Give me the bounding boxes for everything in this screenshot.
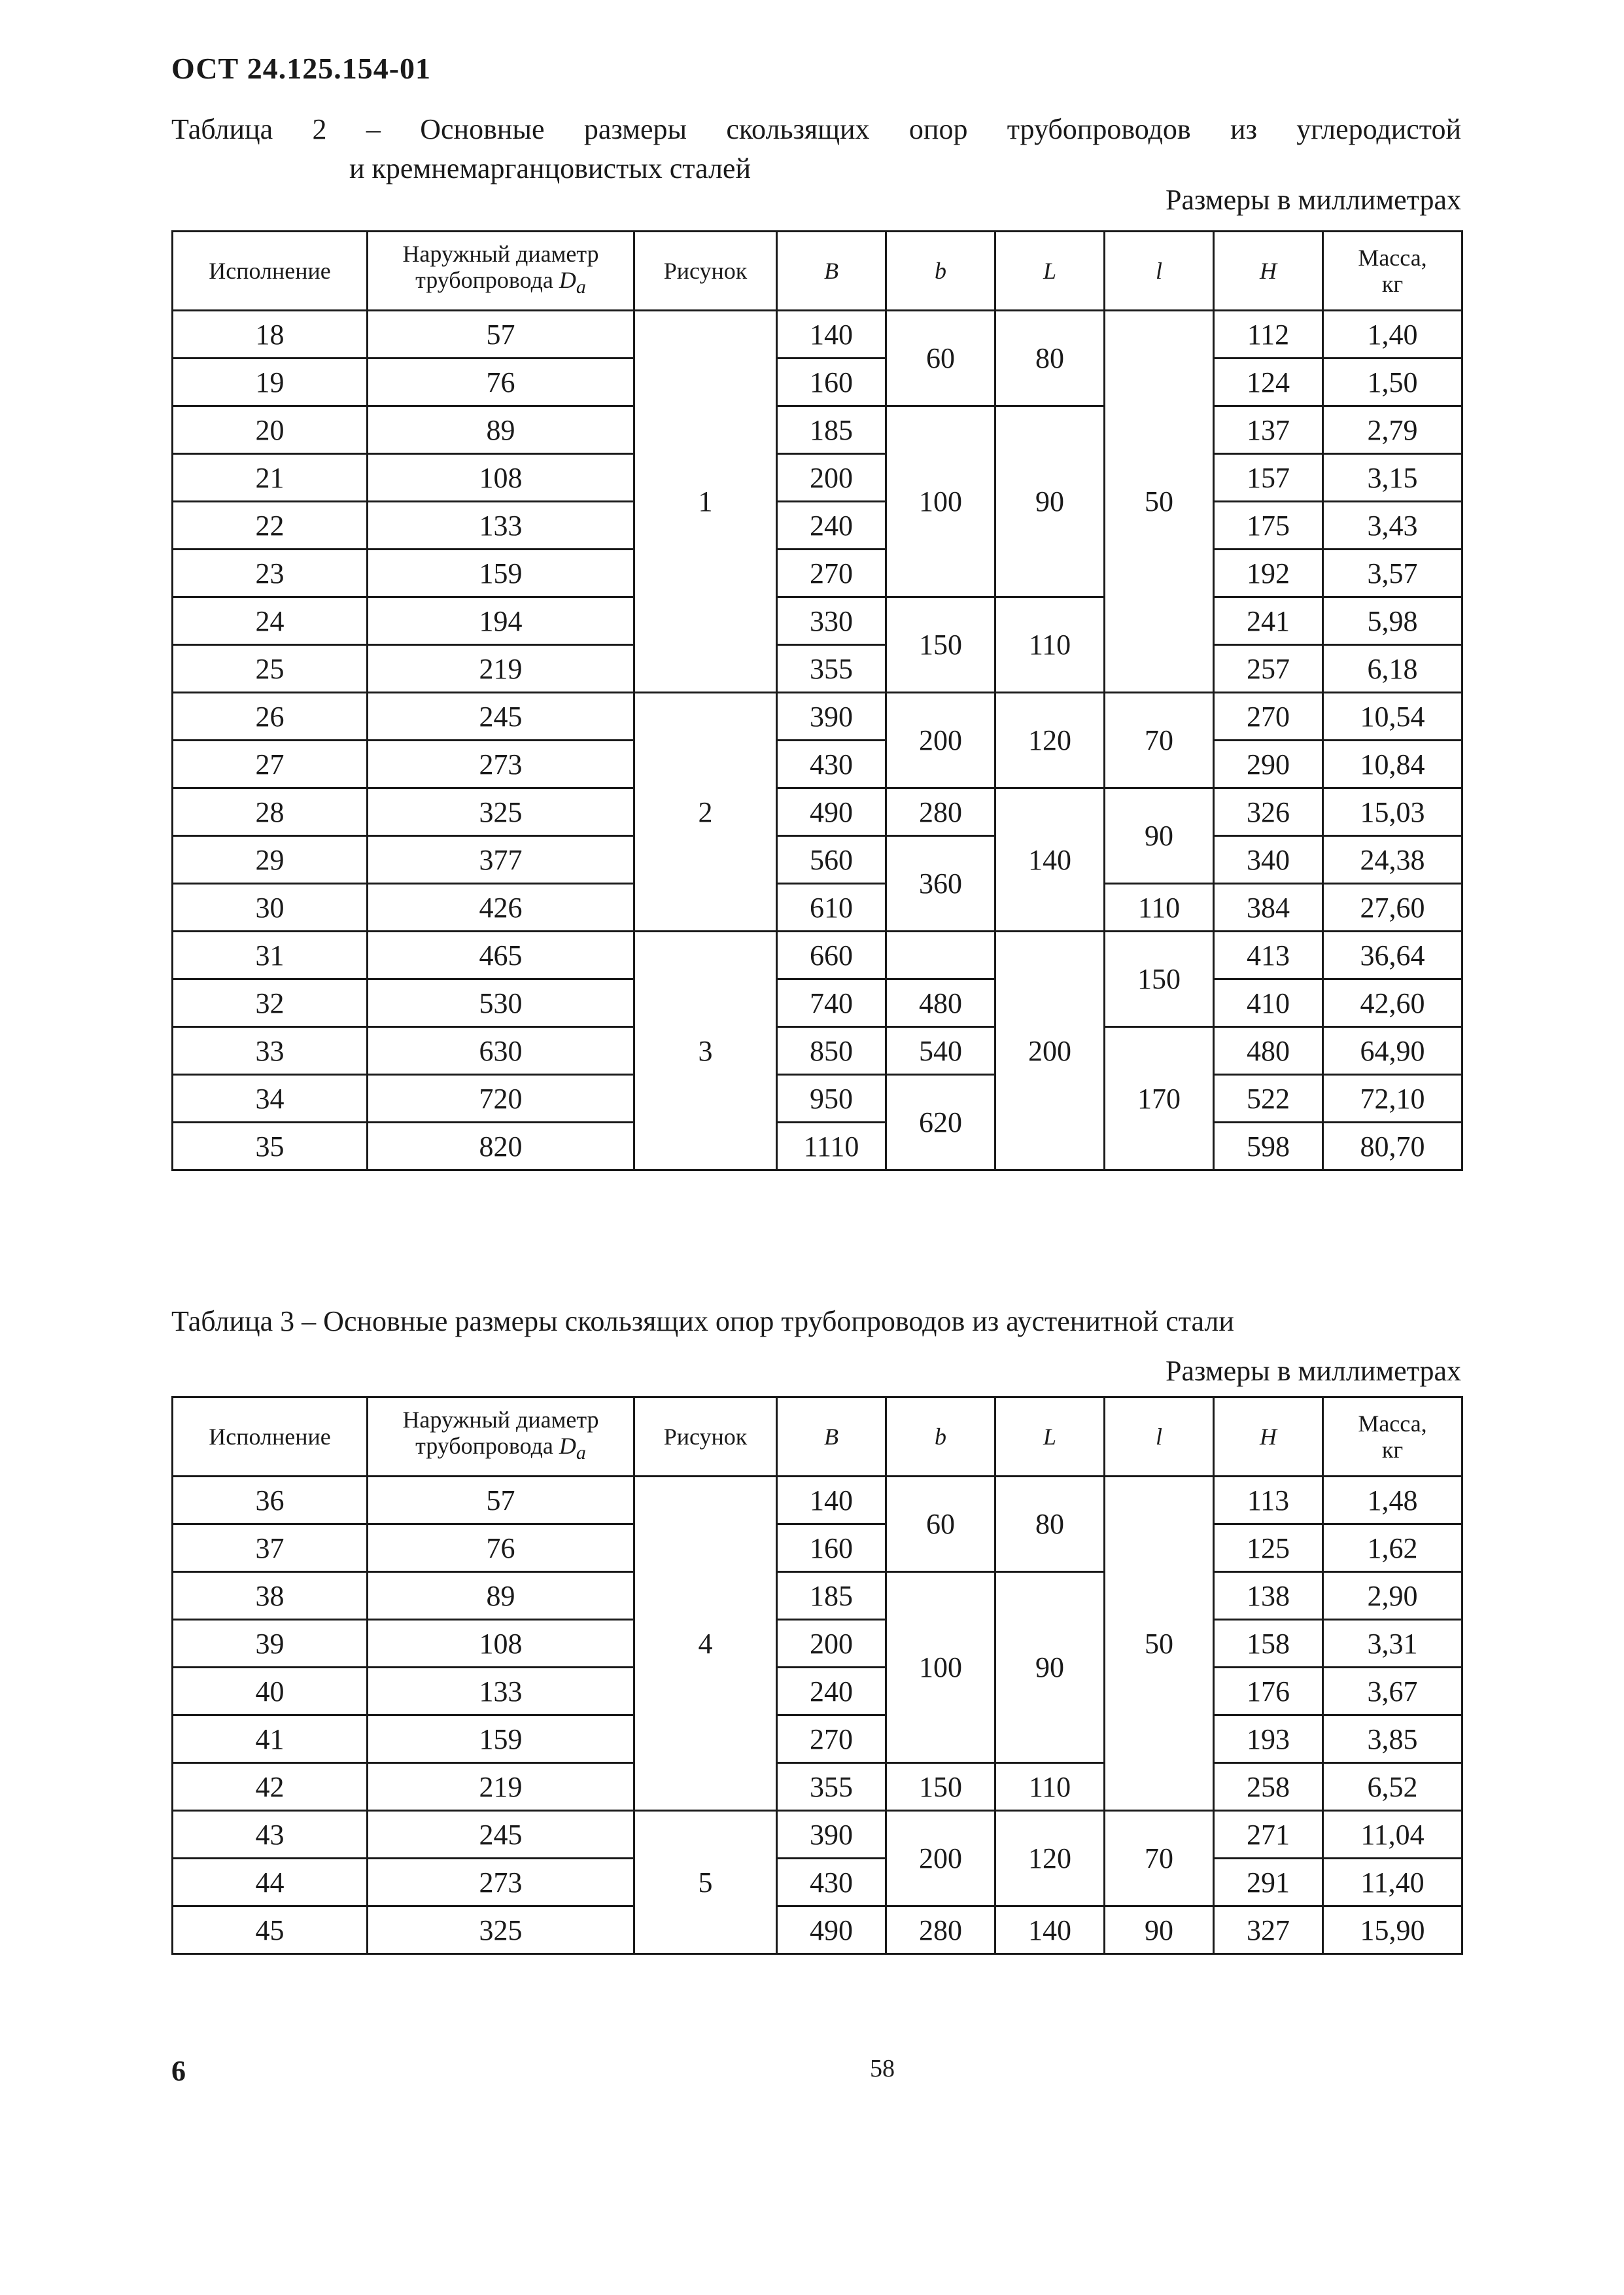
document-code: ОСТ 24.125.154-01 [171, 52, 432, 85]
table-cell: 140 [777, 1477, 886, 1524]
header-L: L [995, 232, 1105, 311]
table-cell: 100 [886, 406, 995, 597]
table2 [171, 230, 1463, 1171]
table-cell: 20 [173, 406, 368, 454]
header-b: b [886, 1397, 995, 1477]
table-row [173, 836, 1462, 884]
table-row [173, 741, 1462, 788]
table-cell: 24,38 [1323, 836, 1462, 884]
header-B: B [777, 232, 886, 311]
table-cell: 140 [995, 788, 1105, 932]
table-cell: 28 [173, 788, 368, 836]
table-row [173, 1763, 1462, 1811]
table-cell: 280 [886, 1906, 995, 1954]
table-cell: 64,90 [1323, 1027, 1462, 1075]
table-cell: 80 [995, 1477, 1105, 1572]
table-cell: 31 [173, 932, 368, 979]
table-cell: 110 [995, 1763, 1105, 1811]
table-cell: 430 [777, 741, 886, 788]
table-cell: 720 [368, 1075, 634, 1123]
table-cell: 280 [886, 788, 995, 836]
table-cell: 3,43 [1323, 502, 1462, 550]
header-mass: Масса, кг [1323, 1397, 1462, 1477]
table-row [173, 884, 1462, 932]
table-cell: 140 [995, 1906, 1105, 1954]
table-cell: 10,84 [1323, 741, 1462, 788]
table-cell: 270 [777, 1715, 886, 1763]
table-cell: 245 [368, 693, 634, 741]
table-cell: 89 [368, 406, 634, 454]
table-cell: 108 [368, 454, 634, 502]
table-cell: 241 [1214, 597, 1323, 645]
table-cell: 530 [368, 979, 634, 1027]
table-cell: 413 [1214, 932, 1323, 979]
table-row [173, 454, 1462, 502]
table2-units: Размеры в миллиметрах [1166, 184, 1461, 216]
table-cell: 34 [173, 1075, 368, 1123]
figure-cell: 3 [634, 932, 777, 1170]
table-cell: 29 [173, 836, 368, 884]
table-cell: 108 [368, 1620, 634, 1668]
table-cell: 36,64 [1323, 932, 1462, 979]
table-cell: 125 [1214, 1524, 1323, 1572]
header-figure: Рисунок [634, 1397, 777, 1477]
table-cell: 258 [1214, 1763, 1323, 1811]
figure-cell: 5 [634, 1811, 777, 1954]
table3-units: Размеры в миллиметрах [1166, 1355, 1461, 1387]
table-row [173, 406, 1462, 454]
table-cell: 3,57 [1323, 550, 1462, 597]
table-cell: 327 [1214, 1906, 1323, 1954]
table-cell: 271 [1214, 1811, 1323, 1859]
table-cell: 110 [1105, 884, 1214, 932]
table-row [173, 693, 1462, 741]
table-cell: 176 [1214, 1668, 1323, 1715]
table-cell: 330 [777, 597, 886, 645]
table-cell: 3,67 [1323, 1668, 1462, 1715]
table-cell: 200 [777, 454, 886, 502]
table-cell: 610 [777, 884, 886, 932]
table-cell: 740 [777, 979, 886, 1027]
table-cell: 19 [173, 359, 368, 406]
table-cell: 10,54 [1323, 693, 1462, 741]
table-cell: 45 [173, 1906, 368, 1954]
table-cell: 110 [995, 597, 1105, 693]
table-cell: 2,90 [1323, 1572, 1462, 1620]
table-cell: 76 [368, 359, 634, 406]
table-cell: 11,40 [1323, 1859, 1462, 1906]
table-row [173, 1123, 1462, 1170]
table-cell: 112 [1214, 311, 1323, 359]
table-cell: 89 [368, 1572, 634, 1620]
table-cell: 158 [1214, 1620, 1323, 1668]
table-cell: 194 [368, 597, 634, 645]
table-cell: 1,48 [1323, 1477, 1462, 1524]
table-cell: 193 [1214, 1715, 1323, 1763]
table-cell: 522 [1214, 1075, 1323, 1123]
header-L: L [995, 1397, 1105, 1477]
table-cell: 11,04 [1323, 1811, 1462, 1859]
table2-header-row [173, 232, 1462, 311]
table-cell: 598 [1214, 1123, 1323, 1170]
table-cell: 245 [368, 1811, 634, 1859]
header-H: H [1214, 232, 1323, 311]
table-cell: 200 [886, 1811, 995, 1906]
table-cell: 25 [173, 645, 368, 693]
table-cell: 426 [368, 884, 634, 932]
table-cell: 137 [1214, 406, 1323, 454]
table-row [173, 1811, 1462, 1859]
table-cell: 140 [777, 311, 886, 359]
header-l: l [1105, 232, 1214, 311]
table-cell: 291 [1214, 1859, 1323, 1906]
table-cell: 60 [886, 311, 995, 406]
table-row [173, 1477, 1462, 1524]
table-row [173, 1715, 1462, 1763]
table-cell: 150 [886, 597, 995, 693]
header-figure: Рисунок [634, 232, 777, 311]
header-diameter: Наружный диаметр трубопровода $D_a$ [368, 232, 634, 311]
table-row [173, 1620, 1462, 1668]
table2-caption-line2: и кремнемарганцовистых сталей [349, 152, 752, 184]
table-cell: 257 [1214, 645, 1323, 693]
table-cell: 80,70 [1323, 1123, 1462, 1170]
table-cell: 24 [173, 597, 368, 645]
table-cell: 270 [1214, 693, 1323, 741]
table-cell: 133 [368, 1668, 634, 1715]
table-cell: 41 [173, 1715, 368, 1763]
table-cell: 3,85 [1323, 1715, 1462, 1763]
table3-caption: Таблица 3 – Основные размеры скользящих опор трубопроводов из аустенитной стали [171, 1305, 1234, 1337]
table-cell: 6,18 [1323, 645, 1462, 693]
table-cell: 355 [777, 645, 886, 693]
table-cell: 50 [1105, 1477, 1214, 1811]
table-cell: 38 [173, 1572, 368, 1620]
table-row [173, 645, 1462, 693]
table-cell: 240 [777, 1668, 886, 1715]
header-b: b [886, 232, 995, 311]
table-cell: 850 [777, 1027, 886, 1075]
table-cell: 159 [368, 1715, 634, 1763]
table-row [173, 1906, 1462, 1954]
table-cell: 200 [777, 1620, 886, 1668]
table-row [173, 788, 1462, 836]
figure-cell: 4 [634, 1477, 777, 1811]
table-cell: 192 [1214, 550, 1323, 597]
table-cell: 42,60 [1323, 979, 1462, 1027]
table-row [173, 597, 1462, 645]
table-cell: 120 [995, 1811, 1105, 1906]
table-cell: 43 [173, 1811, 368, 1859]
table-cell: 160 [777, 1524, 886, 1572]
table-cell: 113 [1214, 1477, 1323, 1524]
table-cell: 70 [1105, 1811, 1214, 1906]
table-cell: 660 [777, 932, 886, 979]
table-cell: 360 [886, 836, 995, 932]
table-cell: 219 [368, 645, 634, 693]
table-cell: 90 [995, 1572, 1105, 1763]
header-H: H [1214, 1397, 1323, 1477]
table-row [173, 311, 1462, 359]
table-cell [886, 932, 995, 979]
table-cell: 325 [368, 788, 634, 836]
table-cell: 100 [886, 1572, 995, 1763]
table-cell: 290 [1214, 741, 1323, 788]
table-cell: 273 [368, 1859, 634, 1906]
table-cell: 39 [173, 1620, 368, 1668]
table-row [173, 550, 1462, 597]
table-cell: 240 [777, 502, 886, 550]
table-cell: 27,60 [1323, 884, 1462, 932]
header-B: B [777, 1397, 886, 1477]
table-cell: 37 [173, 1524, 368, 1572]
table-row [173, 1572, 1462, 1620]
table-cell: 35 [173, 1123, 368, 1170]
table-cell: 950 [777, 1075, 886, 1123]
table-row [173, 502, 1462, 550]
table2-caption-line1: Таблица 2 – Основные размеры скользящих опор трубопроводов из углеродистой [171, 113, 1461, 145]
table-cell: 160 [777, 359, 886, 406]
table-cell: 120 [995, 693, 1105, 788]
table-cell: 124 [1214, 359, 1323, 406]
table-cell: 157 [1214, 454, 1323, 502]
table-cell: 200 [886, 693, 995, 788]
table-cell: 1,50 [1323, 359, 1462, 406]
table-cell: 219 [368, 1763, 634, 1811]
table-cell: 90 [1105, 788, 1214, 884]
table-cell: 3,31 [1323, 1620, 1462, 1668]
table-cell: 5,98 [1323, 597, 1462, 645]
header-execution: Исполнение [173, 1397, 368, 1477]
table-cell: 270 [777, 550, 886, 597]
table-row [173, 1075, 1462, 1123]
table-row [173, 1859, 1462, 1906]
table-cell: 133 [368, 502, 634, 550]
table-cell: 76 [368, 1524, 634, 1572]
table-row [173, 1668, 1462, 1715]
table-cell: 185 [777, 1572, 886, 1620]
table-cell: 3,15 [1323, 454, 1462, 502]
table-cell: 42 [173, 1763, 368, 1811]
table-cell: 26 [173, 693, 368, 741]
table3 [171, 1396, 1463, 1955]
table-cell: 377 [368, 836, 634, 884]
table-cell: 21 [173, 454, 368, 502]
table-cell: 23 [173, 550, 368, 597]
table-cell: 480 [1214, 1027, 1323, 1075]
table-cell: 410 [1214, 979, 1323, 1027]
table-cell: 175 [1214, 502, 1323, 550]
table-cell: 2,79 [1323, 406, 1462, 454]
table-cell: 200 [995, 932, 1105, 1170]
table-cell: 36 [173, 1477, 368, 1524]
table-cell: 80 [995, 311, 1105, 406]
table-cell: 384 [1214, 884, 1323, 932]
table-cell: 150 [886, 1763, 995, 1811]
figure-cell: 1 [634, 311, 777, 693]
table-cell: 33 [173, 1027, 368, 1075]
table-cell: 30 [173, 884, 368, 932]
table-cell: 60 [886, 1477, 995, 1572]
table-cell: 170 [1105, 1027, 1214, 1170]
table-cell: 90 [1105, 1906, 1214, 1954]
table-cell: 430 [777, 1859, 886, 1906]
table-cell: 390 [777, 1811, 886, 1859]
table-cell: 540 [886, 1027, 995, 1075]
table2-caption [171, 110, 1461, 188]
table-row [173, 359, 1462, 406]
table3-header-row [173, 1397, 1462, 1477]
table-cell: 1,62 [1323, 1524, 1462, 1572]
table-row [173, 979, 1462, 1027]
table-cell: 57 [368, 311, 634, 359]
table-cell: 18 [173, 311, 368, 359]
table-cell: 185 [777, 406, 886, 454]
table-row [173, 1027, 1462, 1075]
table-cell: 325 [368, 1906, 634, 1954]
footer-page-number: 58 [870, 2055, 895, 2082]
table-cell: 1110 [777, 1123, 886, 1170]
header-diameter: Наружный диаметр трубопровода $D_a$ [368, 1397, 634, 1477]
table-cell: 40 [173, 1668, 368, 1715]
table-cell: 1,40 [1323, 311, 1462, 359]
table-row [173, 1524, 1462, 1572]
table-cell: 27 [173, 741, 368, 788]
header-mass: Масса, кг [1323, 232, 1462, 311]
table-cell: 57 [368, 1477, 634, 1524]
table-cell: 480 [886, 979, 995, 1027]
table-cell: 150 [1105, 932, 1214, 1027]
table-cell: 620 [886, 1075, 995, 1170]
table-cell: 6,52 [1323, 1763, 1462, 1811]
table-cell: 465 [368, 932, 634, 979]
table-cell: 560 [777, 836, 886, 884]
header-execution: Исполнение [173, 232, 368, 311]
table-cell: 15,90 [1323, 1906, 1462, 1954]
table-cell: 32 [173, 979, 368, 1027]
table-cell: 22 [173, 502, 368, 550]
table-cell: 138 [1214, 1572, 1323, 1620]
table-cell: 159 [368, 550, 634, 597]
table-cell: 50 [1105, 311, 1214, 693]
header-l: l [1105, 1397, 1214, 1477]
table-cell: 44 [173, 1859, 368, 1906]
figure-cell: 2 [634, 693, 777, 932]
table-cell: 15,03 [1323, 788, 1462, 836]
table-cell: 820 [368, 1123, 634, 1170]
table-cell: 326 [1214, 788, 1323, 836]
table-cell: 355 [777, 1763, 886, 1811]
table-cell: 70 [1105, 693, 1214, 788]
table-cell: 72,10 [1323, 1075, 1462, 1123]
footer-sheet-number: 6 [171, 2055, 186, 2087]
table-cell: 490 [777, 1906, 886, 1954]
table-cell: 390 [777, 693, 886, 741]
table-row [173, 932, 1462, 979]
table-cell: 490 [777, 788, 886, 836]
table-cell: 90 [995, 406, 1105, 597]
table-cell: 340 [1214, 836, 1323, 884]
table-cell: 273 [368, 741, 634, 788]
table-cell: 630 [368, 1027, 634, 1075]
